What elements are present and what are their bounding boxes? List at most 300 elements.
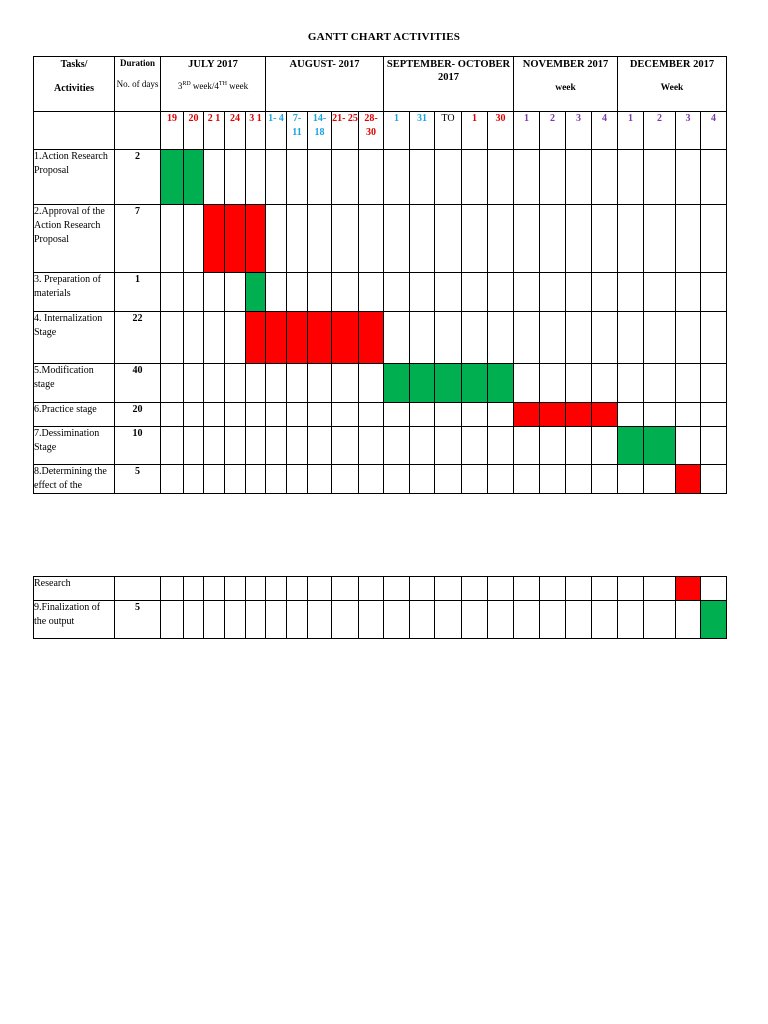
timeline-label: 1	[514, 112, 540, 150]
gantt-bar-cell	[701, 601, 727, 639]
task-name: 4. Internalization Stage	[34, 312, 115, 364]
gantt-cell	[184, 427, 204, 465]
gantt-cell	[644, 601, 676, 639]
task-row	[34, 312, 727, 364]
timeline-label: 1- 4	[266, 112, 287, 150]
gantt-cell	[266, 465, 287, 494]
gantt-cell	[246, 577, 266, 601]
timeline-label: 21- 25	[332, 112, 359, 150]
gantt-cell	[332, 205, 359, 273]
gantt-bar-cell	[644, 427, 676, 465]
gantt-bar-cell	[592, 403, 618, 427]
timeline-label: 7- 11	[287, 112, 308, 150]
gantt-cell	[287, 403, 308, 427]
gantt-cell	[592, 273, 618, 312]
gantt-cell	[359, 205, 384, 273]
gantt-bar-cell	[618, 427, 644, 465]
gantt-cell	[410, 601, 435, 639]
gantt-cell	[462, 577, 488, 601]
task-row	[34, 364, 727, 403]
gantt-cell	[488, 205, 514, 273]
gantt-cell	[566, 205, 592, 273]
gantt-cell	[701, 403, 727, 427]
task-name: 7.Dessimination Stage	[34, 427, 115, 465]
gantt-cell	[410, 403, 435, 427]
gantt-cell	[592, 205, 618, 273]
gantt-cell	[266, 205, 287, 273]
gantt-cell	[644, 205, 676, 273]
duration-header-line2: No. of days	[116, 79, 159, 89]
timeline-label: 1	[462, 112, 488, 150]
gantt-cell	[184, 205, 204, 273]
gantt-cell	[540, 577, 566, 601]
gantt-cell	[566, 465, 592, 494]
gantt-cell	[246, 427, 266, 465]
timeline-label: 31	[410, 112, 435, 150]
gantt-cell	[618, 403, 644, 427]
gantt-cell	[266, 150, 287, 205]
gantt-cell	[701, 273, 727, 312]
timeline-label: 4	[592, 112, 618, 150]
header-row	[34, 57, 727, 112]
gantt-bar-cell	[540, 403, 566, 427]
gantt-cell	[161, 403, 184, 427]
month-name: DECEMBER 2017	[629, 59, 715, 70]
gantt-cell	[266, 601, 287, 639]
gantt-cell	[204, 364, 225, 403]
gantt-bar-cell	[566, 403, 592, 427]
gantt-cell	[225, 465, 246, 494]
gantt-cell	[161, 205, 184, 273]
gantt-cell	[435, 403, 462, 427]
gantt-cell	[462, 150, 488, 205]
gantt-cell	[488, 312, 514, 364]
timeline-label: 20	[184, 112, 204, 150]
gantt-cell	[488, 150, 514, 205]
gantt-cell	[359, 601, 384, 639]
timeline-label: 1	[618, 112, 644, 150]
gantt-cell	[308, 150, 332, 205]
gantt-cell	[644, 403, 676, 427]
gantt-cell	[184, 577, 204, 601]
timeline-label: 30	[488, 112, 514, 150]
month-subtitle: Week	[660, 83, 684, 93]
gantt-bar-cell	[184, 150, 204, 205]
gantt-cell	[246, 601, 266, 639]
month-header	[161, 57, 266, 112]
timeline-label: 2	[540, 112, 566, 150]
gantt-cell	[410, 465, 435, 494]
gantt-cell	[161, 577, 184, 601]
document-title: GANTT CHART ACTIVITIES	[307, 31, 461, 43]
gantt-cell	[308, 577, 332, 601]
gantt-cell	[204, 403, 225, 427]
gantt-bar-cell	[462, 364, 488, 403]
gantt-cell	[676, 205, 701, 273]
gantt-cell	[287, 364, 308, 403]
gantt-cell	[359, 150, 384, 205]
task-name: 2.Approval of the Action Research Proposal	[34, 205, 115, 273]
gantt-cell	[618, 205, 644, 273]
gantt-cell	[308, 205, 332, 273]
task-duration: 2	[115, 150, 161, 205]
gantt-cell	[161, 601, 184, 639]
gantt-bar-cell	[246, 273, 266, 312]
gantt-cell	[246, 403, 266, 427]
month-name: SEPTEMBER- OCTOBER 2017	[386, 59, 511, 83]
gantt-cell	[308, 427, 332, 465]
task-name: 6.Practice stage	[34, 403, 115, 427]
gantt-cell	[332, 427, 359, 465]
gantt-cell	[676, 273, 701, 312]
task-row	[34, 601, 727, 639]
gantt-cell	[618, 364, 644, 403]
gantt-cell	[540, 205, 566, 273]
gantt-cell	[435, 601, 462, 639]
gantt-cell	[287, 205, 308, 273]
gantt-cell	[359, 465, 384, 494]
gantt-bar-cell	[246, 312, 266, 364]
gantt-cell	[184, 312, 204, 364]
gantt-cell	[287, 601, 308, 639]
gantt-cell	[676, 403, 701, 427]
month-header	[618, 57, 727, 112]
timeline-label: 2 1	[204, 112, 225, 150]
gantt-cell	[161, 312, 184, 364]
task-duration: 5	[115, 601, 161, 639]
gantt-cell	[161, 273, 184, 312]
gantt-cell	[540, 601, 566, 639]
gantt-cell	[566, 150, 592, 205]
gantt-cell	[332, 150, 359, 205]
gantt-cell	[488, 465, 514, 494]
gantt-bar-cell	[308, 312, 332, 364]
gantt-cell	[540, 312, 566, 364]
gantt-cell	[676, 364, 701, 403]
task-row	[34, 273, 727, 312]
gantt-cell	[410, 577, 435, 601]
gantt-bar-cell	[332, 312, 359, 364]
gantt-cell	[332, 364, 359, 403]
gantt-cell	[540, 273, 566, 312]
gantt-bar-cell	[225, 205, 246, 273]
task-duration: 7	[115, 205, 161, 273]
gantt-cell	[161, 465, 184, 494]
gantt-cell	[204, 150, 225, 205]
task-duration	[115, 577, 161, 601]
gantt-cell	[592, 601, 618, 639]
month-name: NOVEMBER 2017	[522, 59, 609, 70]
gantt-cell	[566, 427, 592, 465]
gantt-cell	[592, 465, 618, 494]
gantt-cell	[308, 403, 332, 427]
gantt-cell	[246, 465, 266, 494]
gantt-cell	[332, 403, 359, 427]
gantt-cell	[462, 312, 488, 364]
gantt-cell	[644, 273, 676, 312]
gantt-bar-cell	[384, 364, 410, 403]
task-duration: 22	[115, 312, 161, 364]
gantt-cell	[246, 364, 266, 403]
gantt-cell	[514, 577, 540, 601]
timeline-label: 3	[566, 112, 592, 150]
gantt-cell	[462, 465, 488, 494]
timeline-label: 1	[384, 112, 410, 150]
gantt-cell	[184, 601, 204, 639]
gantt-cell	[676, 150, 701, 205]
gantt-cell	[410, 205, 435, 273]
gantt-cell	[266, 577, 287, 601]
task-duration: 5	[115, 465, 161, 494]
empty-cell	[115, 112, 161, 150]
gantt-cell	[184, 273, 204, 312]
gantt-bar-cell	[246, 205, 266, 273]
gantt-cell	[225, 601, 246, 639]
gantt-bar-cell	[204, 205, 225, 273]
gantt-cell	[435, 427, 462, 465]
gantt-cell	[701, 465, 727, 494]
gantt-cell	[204, 273, 225, 312]
gantt-cell	[540, 364, 566, 403]
gantt-cell	[676, 427, 701, 465]
gantt-bar-cell	[266, 312, 287, 364]
gantt-cell	[225, 273, 246, 312]
gantt-cell	[644, 364, 676, 403]
gantt-cell	[308, 465, 332, 494]
gantt-cell	[225, 577, 246, 601]
gantt-cell	[701, 312, 727, 364]
gantt-cell	[225, 364, 246, 403]
timeline-label: 4	[701, 112, 727, 150]
gantt-cell	[488, 427, 514, 465]
gantt-cell	[566, 577, 592, 601]
gantt-cell	[566, 273, 592, 312]
task-duration: 10	[115, 427, 161, 465]
gantt-bar-cell	[161, 150, 184, 205]
gantt-cell	[644, 150, 676, 205]
gantt-cell	[644, 312, 676, 364]
gantt-cell	[435, 150, 462, 205]
gantt-cell	[676, 601, 701, 639]
gantt-cell	[287, 577, 308, 601]
gantt-cell	[384, 205, 410, 273]
timeline-label: 3	[676, 112, 701, 150]
gantt-cell	[384, 150, 410, 205]
gantt-cell	[592, 150, 618, 205]
month-subtitle: 3RD week/4TH week	[177, 81, 249, 91]
timeline-label: 2	[644, 112, 676, 150]
gantt-cell	[384, 577, 410, 601]
gantt-cell	[332, 273, 359, 312]
gantt-cell	[540, 150, 566, 205]
month-subtitle: week	[555, 83, 576, 93]
task-name: 1.Action Research Proposal	[34, 150, 115, 205]
gantt-cell	[592, 577, 618, 601]
gantt-cell	[410, 312, 435, 364]
gantt-cell	[644, 465, 676, 494]
task-name: 9.Finalization of the output	[34, 601, 115, 639]
task-name: 3. Preparation of materials	[34, 273, 115, 312]
gantt-cell	[514, 364, 540, 403]
gantt-cell	[410, 427, 435, 465]
timeline-row	[34, 112, 727, 150]
gantt-cell	[359, 273, 384, 312]
gantt-cell	[225, 427, 246, 465]
task-row	[34, 465, 727, 494]
task-duration: 20	[115, 403, 161, 427]
gantt-cell	[514, 273, 540, 312]
gantt-cell	[435, 205, 462, 273]
gantt-cell	[514, 465, 540, 494]
task-duration: 1	[115, 273, 161, 312]
gantt-bar-cell	[676, 577, 701, 601]
gantt-cell	[266, 427, 287, 465]
gantt-cell	[462, 403, 488, 427]
gantt-cell	[410, 273, 435, 312]
gantt-cell	[184, 403, 204, 427]
task-row	[34, 403, 727, 427]
gantt-cell	[514, 601, 540, 639]
timeline-label: TO	[435, 112, 462, 150]
gantt-cell	[246, 150, 266, 205]
gantt-cell	[410, 150, 435, 205]
task-name: Research	[34, 577, 115, 601]
timeline-label: 3 1	[246, 112, 266, 150]
gantt-cell	[204, 427, 225, 465]
gantt-cell	[618, 273, 644, 312]
gantt-cell	[225, 403, 246, 427]
month-header	[514, 57, 618, 112]
gantt-cell	[618, 465, 644, 494]
gantt-cell	[592, 364, 618, 403]
gantt-cell	[308, 273, 332, 312]
gantt-cell	[204, 312, 225, 364]
gantt-cell	[308, 601, 332, 639]
gantt-cell	[701, 205, 727, 273]
gantt-cell	[332, 577, 359, 601]
gantt-cell	[701, 577, 727, 601]
task-row	[34, 205, 727, 273]
gantt-cell	[359, 364, 384, 403]
gantt-cell	[184, 465, 204, 494]
gantt-cell	[435, 577, 462, 601]
gantt-cell	[204, 465, 225, 494]
gantt-bar-cell	[359, 312, 384, 364]
gantt-cell	[462, 427, 488, 465]
gantt-bar-cell	[435, 364, 462, 403]
gantt-cell	[618, 312, 644, 364]
task-row	[34, 427, 727, 465]
duration-header	[115, 57, 161, 112]
gantt-cell	[514, 427, 540, 465]
timeline-label: 14- 18	[308, 112, 332, 150]
timeline-label: 24	[225, 112, 246, 150]
month-header	[384, 57, 514, 112]
gantt-bar-cell	[676, 465, 701, 494]
gantt-cell	[566, 312, 592, 364]
gantt-cell	[359, 577, 384, 601]
gantt-cell	[225, 312, 246, 364]
gantt-cell	[514, 312, 540, 364]
gantt-cell	[308, 364, 332, 403]
timeline-label: 28- 30	[359, 112, 384, 150]
gantt-bar-cell	[514, 403, 540, 427]
gantt-cell	[287, 273, 308, 312]
gantt-cell	[618, 150, 644, 205]
gantt-cell	[566, 364, 592, 403]
gantt-cell	[644, 577, 676, 601]
gantt-bar-cell	[410, 364, 435, 403]
gantt-cell	[488, 403, 514, 427]
gantt-cell	[462, 601, 488, 639]
gantt-cell	[384, 312, 410, 364]
gantt-cell	[592, 427, 618, 465]
gantt-cell	[384, 273, 410, 312]
task-duration: 40	[115, 364, 161, 403]
gantt-cell	[514, 150, 540, 205]
gantt-cell	[540, 465, 566, 494]
gantt-cell	[701, 150, 727, 205]
gantt-cell	[462, 273, 488, 312]
gantt-cell	[384, 465, 410, 494]
gantt-cell	[184, 364, 204, 403]
gantt-table-continued	[33, 576, 727, 639]
tasks-header-line2: Activities	[54, 83, 94, 94]
gantt-cell	[384, 601, 410, 639]
gantt-cell	[435, 465, 462, 494]
gantt-table	[33, 56, 727, 494]
gantt-cell	[488, 273, 514, 312]
task-name: 5.Modification stage	[34, 364, 115, 403]
gantt-cell	[225, 150, 246, 205]
gantt-cell	[384, 403, 410, 427]
gantt-cell	[161, 364, 184, 403]
gantt-cell	[332, 601, 359, 639]
gantt-bar-cell	[287, 312, 308, 364]
gantt-cell	[566, 601, 592, 639]
duration-header-line1: Duration	[119, 58, 155, 68]
gantt-cell	[266, 364, 287, 403]
empty-cell	[34, 112, 115, 150]
month-header	[266, 57, 384, 112]
gantt-cell	[287, 150, 308, 205]
gantt-cell	[592, 312, 618, 364]
gantt-bar-cell	[488, 364, 514, 403]
month-name: AUGUST- 2017	[289, 59, 360, 70]
gantt-cell	[488, 577, 514, 601]
gantt-cell	[540, 427, 566, 465]
task-name: 8.Determining the effect of the	[34, 465, 115, 494]
gantt-cell	[618, 601, 644, 639]
task-row	[34, 150, 727, 205]
gantt-cell	[266, 403, 287, 427]
gantt-cell	[435, 273, 462, 312]
gantt-cell	[435, 312, 462, 364]
gantt-cell	[287, 465, 308, 494]
gantt-cell	[462, 205, 488, 273]
gantt-cell	[701, 364, 727, 403]
gantt-cell	[204, 601, 225, 639]
task-row	[34, 577, 727, 601]
gantt-cell	[701, 427, 727, 465]
gantt-cell	[161, 427, 184, 465]
gantt-cell	[359, 403, 384, 427]
gantt-cell	[332, 465, 359, 494]
gantt-cell	[384, 427, 410, 465]
gantt-cell	[266, 273, 287, 312]
gantt-cell	[676, 312, 701, 364]
gantt-cell	[204, 577, 225, 601]
